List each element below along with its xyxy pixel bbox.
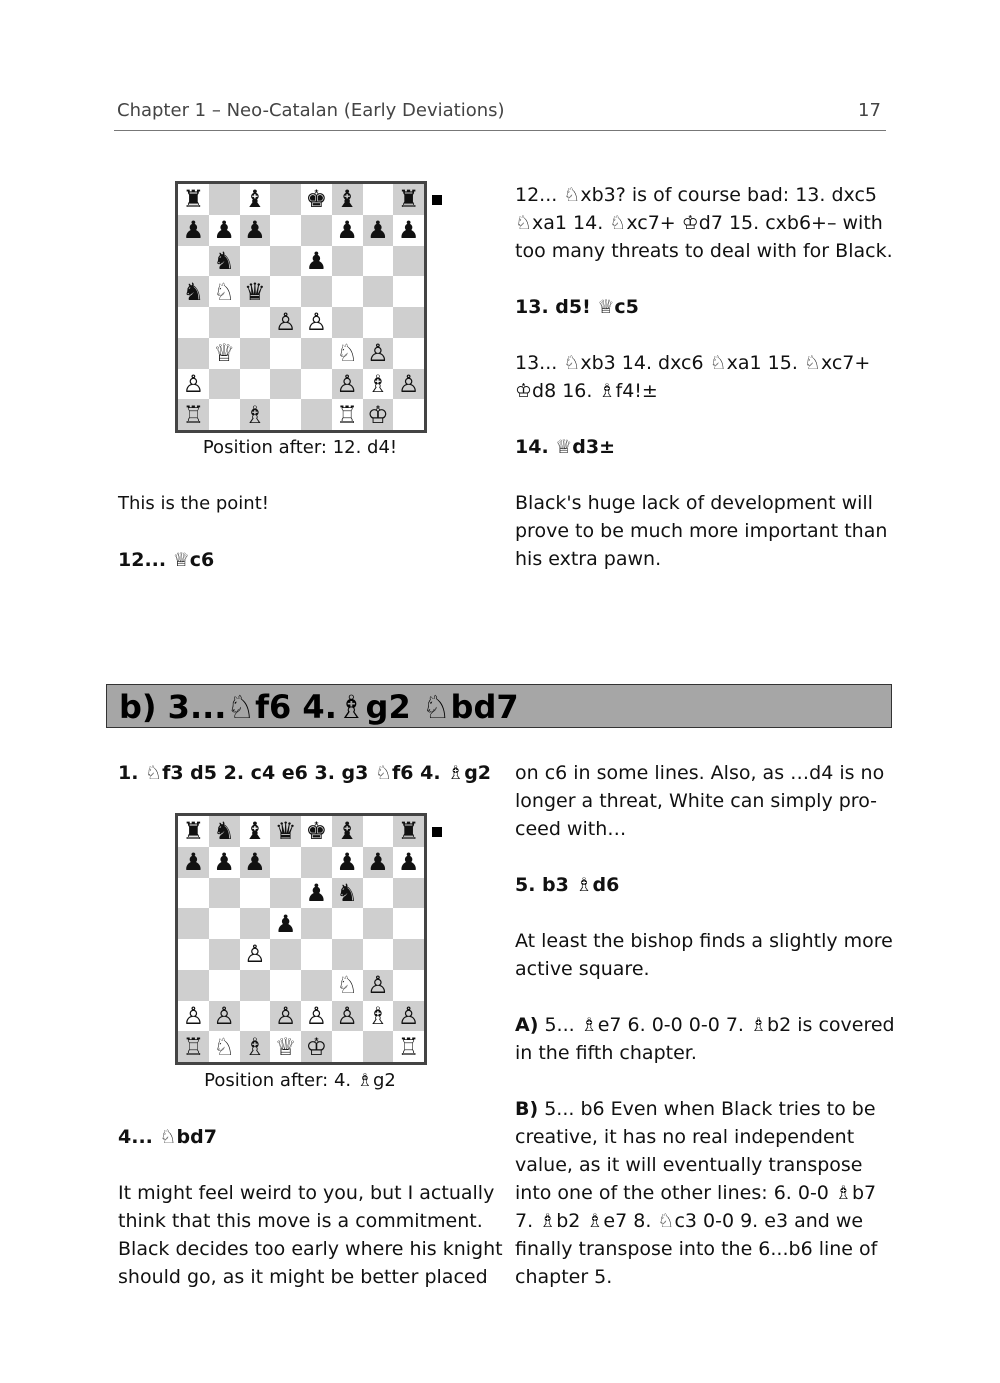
board-square: ♟ [393, 215, 424, 246]
board-square [270, 338, 301, 369]
board-square [332, 276, 363, 307]
board-square [178, 939, 209, 970]
board-square [209, 307, 240, 338]
board-square: ♚ [301, 184, 332, 215]
board-square [332, 908, 363, 939]
board-square [270, 246, 301, 277]
board-square: ♔ [363, 399, 394, 430]
right-para-1-line-1: 12... ♘xb3? is of course bad: 13. dxc5 [515, 184, 877, 206]
board-square: ♝ [332, 184, 363, 215]
section-heading-banner [106, 684, 892, 728]
board-square: ♘ [332, 338, 363, 369]
board-square [178, 878, 209, 909]
board-square [363, 1031, 394, 1062]
board-square [393, 307, 424, 338]
option-b-line-2: creative, it has no real independent [515, 1126, 855, 1148]
board-square: ♘ [209, 1031, 240, 1062]
board-square: ♟ [332, 847, 363, 878]
board-square: ♖ [178, 399, 209, 430]
board-square [240, 338, 271, 369]
page-number: 17 [858, 100, 881, 121]
board-square: ♟ [178, 847, 209, 878]
commentary-point: This is the point! [118, 493, 269, 514]
board-square [301, 847, 332, 878]
board-square [393, 908, 424, 939]
board-square: ♜ [393, 816, 424, 847]
left-para-line-2: think that this move is a commitment. [118, 1210, 483, 1232]
board-square: ♞ [178, 276, 209, 307]
board-square [393, 246, 424, 277]
board-square [393, 970, 424, 1001]
chess-diagram-2 [175, 813, 427, 1065]
board-square [270, 847, 301, 878]
board-square [363, 939, 394, 970]
board-square [332, 307, 363, 338]
board-square: ♟ [301, 246, 332, 277]
board-square: ♟ [270, 908, 301, 939]
option-b-line-5: 7. ♗b2 ♗e7 8. ♘c3 0-0 9. e3 and we [515, 1210, 864, 1232]
board-square: ♗ [363, 369, 394, 400]
board-square [270, 939, 301, 970]
board-square [332, 939, 363, 970]
right-para-1-line-2: ♘xa1 14. ♘xc7+ ♔d7 15. cxb6+– with [515, 212, 883, 234]
left-para-line-4: should go, as it might be better placed [118, 1266, 488, 1288]
board-square [363, 816, 394, 847]
board-square [270, 878, 301, 909]
board-square [393, 939, 424, 970]
right2-para-1-line-1: on c6 in some lines. Also, as …d4 is no [515, 762, 885, 784]
board-square [363, 908, 394, 939]
chess-diagram-1 [175, 181, 427, 433]
board-square [209, 878, 240, 909]
board-square [393, 399, 424, 430]
board-square: ♟ [363, 847, 394, 878]
board-square [301, 338, 332, 369]
board-square [178, 908, 209, 939]
diagram-1-caption: Position after: 12. d4! [202, 437, 398, 458]
board-square [270, 970, 301, 1001]
board-square [240, 908, 271, 939]
board-square: ♙ [363, 970, 394, 1001]
board-square [332, 1031, 363, 1062]
right2-para-1-line-3: ceed with… [515, 818, 627, 840]
option-b-line-7: chapter 5. [515, 1266, 613, 1288]
option-a-line-2: in the fifth chapter. [515, 1042, 697, 1064]
board-square: ♔ [301, 1031, 332, 1062]
black-to-move-marker [432, 827, 442, 837]
board-square: ♙ [393, 369, 424, 400]
board-square [301, 369, 332, 400]
right-para-3-line-3: his extra pawn. [515, 548, 662, 570]
option-b-line-4: into one of the other lines: 6. 0-0 ♗b7 [515, 1182, 877, 1204]
board-square [393, 878, 424, 909]
right-para-1-line-3: too many threats to deal with for Black. [515, 240, 893, 262]
left-para-line-3: Black decides too early where his knight [118, 1238, 503, 1260]
board-square: ♝ [332, 816, 363, 847]
board-square [240, 878, 271, 909]
board-square [363, 246, 394, 277]
option-b-line-1 [515, 1095, 876, 1123]
move-12-black: 12... ♕c6 [118, 549, 215, 571]
board-square [363, 276, 394, 307]
board-square [178, 307, 209, 338]
option-a-label: A) [515, 1014, 539, 1036]
board-square: ♛ [270, 816, 301, 847]
board-square [209, 184, 240, 215]
board-square: ♙ [270, 307, 301, 338]
board-square [178, 970, 209, 1001]
board-square: ♖ [332, 399, 363, 430]
board-square: ♟ [393, 847, 424, 878]
board-square [301, 215, 332, 246]
right-para-2-line-1: 13... ♘xb3 14. dxc6 ♘xa1 15. ♘xc7+ [515, 352, 871, 374]
board-square: ♙ [301, 307, 332, 338]
board-square: ♙ [270, 1001, 301, 1032]
board-square [240, 369, 271, 400]
right-para-3-line-1: Black's huge lack of development will [515, 492, 873, 514]
board-square [240, 307, 271, 338]
option-b-line-6: finally transpose into the 6...b6 line of [515, 1238, 878, 1260]
option-b-line-3: value, as it will eventually transpose [515, 1154, 863, 1176]
board-square: ♝ [240, 184, 271, 215]
right-para-2-line-2: ♔d8 16. ♗f4!± [515, 380, 658, 402]
board-square: ♙ [332, 1001, 363, 1032]
right2-para-2-line-1: At least the bishop finds a slightly more [515, 930, 893, 952]
board-square: ♞ [332, 878, 363, 909]
board-square [301, 276, 332, 307]
right2-para-2-line-2: active square. [515, 958, 650, 980]
option-a-text: 5... ♗e7 6. 0-0 0-0 7. ♗b2 is covered [544, 1014, 895, 1036]
board-square: ♜ [178, 184, 209, 215]
board-square: ♖ [393, 1031, 424, 1062]
board-square: ♞ [209, 816, 240, 847]
board-square [363, 878, 394, 909]
board-square [209, 908, 240, 939]
opening-moves: 1. ♘f3 d5 2. c4 e6 3. g3 ♘f6 4. ♗g2 [118, 762, 492, 784]
board-square: ♟ [209, 847, 240, 878]
board-square: ♗ [363, 1001, 394, 1032]
right2-para-1-line-2: longer a threat, White can simply pro- [515, 790, 878, 812]
board-square: ♚ [301, 816, 332, 847]
board-square: ♖ [178, 1031, 209, 1062]
board-square: ♟ [301, 878, 332, 909]
board-square: ♟ [240, 847, 271, 878]
board-square [363, 184, 394, 215]
board-square: ♟ [209, 215, 240, 246]
section-heading: b) 3...♘f6 4.♗g2 ♘bd7 [119, 688, 519, 726]
chapter-title: Chapter 1 – Neo-Catalan (Early Deviations) [117, 100, 505, 121]
board-square [240, 970, 271, 1001]
board-square: ♗ [240, 399, 271, 430]
move-14: 14. ♕d3± [515, 436, 616, 458]
board-square [178, 246, 209, 277]
board-square [301, 939, 332, 970]
move-13: 13. d5! ♕c5 [515, 296, 639, 318]
board-square: ♙ [178, 1001, 209, 1032]
board-square: ♕ [209, 338, 240, 369]
board-square: ♜ [393, 184, 424, 215]
board-square: ♙ [301, 1001, 332, 1032]
board-square: ♙ [209, 1001, 240, 1032]
board-square [270, 276, 301, 307]
board-square [209, 970, 240, 1001]
board-square [178, 338, 209, 369]
board-square: ♘ [209, 276, 240, 307]
board-square [393, 338, 424, 369]
board-square [270, 399, 301, 430]
option-a-line-1 [515, 1011, 895, 1039]
header-rule [114, 130, 886, 131]
board-square: ♙ [178, 369, 209, 400]
board-square: ♟ [363, 215, 394, 246]
board-square: ♟ [178, 215, 209, 246]
board-square [209, 369, 240, 400]
board-square: ♞ [209, 246, 240, 277]
board-square: ♙ [393, 1001, 424, 1032]
board-square: ♝ [240, 816, 271, 847]
board-square [240, 1001, 271, 1032]
left-para-line-1: It might feel weird to you, but I actually [118, 1182, 495, 1204]
board-square [332, 246, 363, 277]
board-square [270, 369, 301, 400]
board-square: ♙ [363, 338, 394, 369]
board-square [301, 970, 332, 1001]
move-5: 5. b3 ♗d6 [515, 874, 620, 896]
board-square: ♘ [332, 970, 363, 1001]
board-square: ♛ [240, 276, 271, 307]
board-square: ♕ [270, 1031, 301, 1062]
option-b-text: 5... b6 Even when Black tries to be [544, 1098, 876, 1120]
board-square [209, 939, 240, 970]
board-square [301, 399, 332, 430]
diagram-2-caption: Position after: 4. ♗g2 [204, 1070, 396, 1091]
board-square [209, 399, 240, 430]
board-square [393, 276, 424, 307]
board-square: ♟ [240, 215, 271, 246]
board-square: ♜ [178, 816, 209, 847]
board-square [270, 215, 301, 246]
board-square: ♙ [332, 369, 363, 400]
board-square [301, 908, 332, 939]
board-square: ♟ [332, 215, 363, 246]
board-square [270, 184, 301, 215]
board-square: ♗ [240, 1031, 271, 1062]
board-square: ♙ [240, 939, 271, 970]
board-square [240, 246, 271, 277]
black-to-move-marker [432, 195, 442, 205]
board-square [363, 307, 394, 338]
option-b-label: B) [515, 1098, 539, 1120]
right-para-3-line-2: prove to be much more important than [515, 520, 888, 542]
move-4-black: 4... ♘bd7 [118, 1126, 217, 1148]
